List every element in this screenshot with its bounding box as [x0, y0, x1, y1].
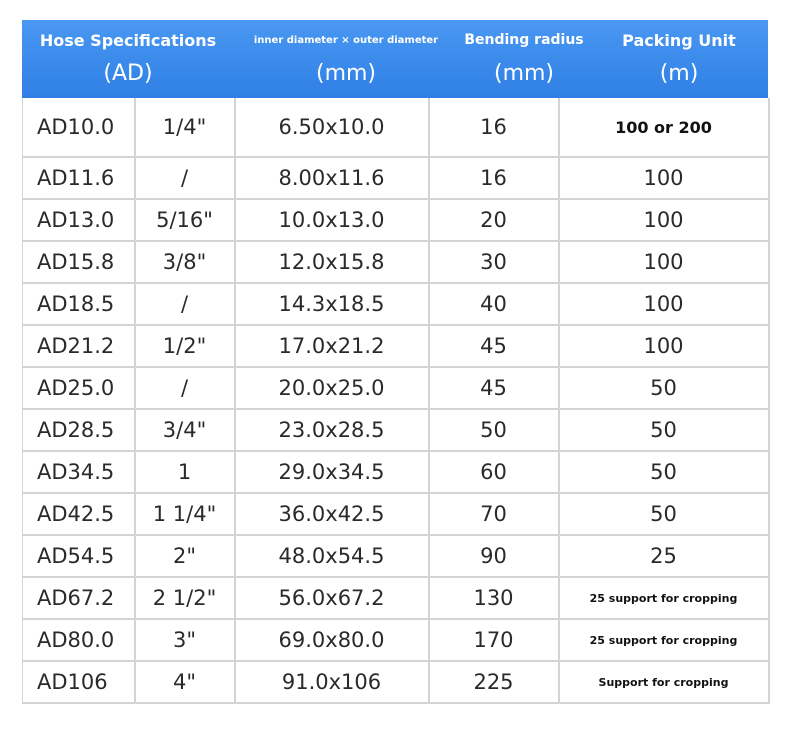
packing-cell: 25 support for cropping — [559, 619, 769, 661]
table-row — [23, 451, 769, 493]
table-row — [23, 535, 769, 577]
header-radius — [458, 20, 590, 98]
radius-cell: 60 — [429, 451, 559, 493]
diameter-cell: 91.0x106 — [235, 661, 429, 703]
model-cell: AD21.2 — [23, 325, 135, 367]
size-cell: 3/4" — [135, 409, 235, 451]
model-cell: AD11.6 — [23, 157, 135, 199]
diameter-cell: 10.0x13.0 — [235, 199, 429, 241]
header-packing-title: Packing Unit — [622, 30, 736, 50]
packing-cell: 25 — [559, 535, 769, 577]
size-cell: 1/4" — [135, 98, 235, 157]
table-row — [23, 199, 769, 241]
table-header — [22, 20, 768, 98]
packing-cell: 100 — [559, 325, 769, 367]
size-cell: 2" — [135, 535, 235, 577]
radius-cell: 170 — [429, 619, 559, 661]
size-cell: 3" — [135, 619, 235, 661]
size-cell: 4" — [135, 661, 235, 703]
diameter-cell: 17.0x21.2 — [235, 325, 429, 367]
model-cell: AD54.5 — [23, 535, 135, 577]
model-cell: AD10.0 — [23, 98, 135, 157]
model-cell: AD25.0 — [23, 367, 135, 409]
diameter-cell: 20.0x25.0 — [235, 367, 429, 409]
diameter-cell: 23.0x28.5 — [235, 409, 429, 451]
table-row — [23, 325, 769, 367]
model-cell: AD13.0 — [23, 199, 135, 241]
header-model-unit: (AD) — [103, 61, 153, 86]
radius-cell: 225 — [429, 661, 559, 703]
diameter-cell: 8.00x11.6 — [235, 157, 429, 199]
size-cell: / — [135, 283, 235, 325]
header-model — [22, 20, 234, 98]
packing-cell: 25 support for cropping — [559, 577, 769, 619]
table-row — [23, 577, 769, 619]
diameter-cell: 29.0x34.5 — [235, 451, 429, 493]
radius-cell: 16 — [429, 98, 559, 157]
spec-rows — [22, 98, 770, 704]
radius-cell: 20 — [429, 199, 559, 241]
size-cell: 1 — [135, 451, 235, 493]
diameter-cell: 36.0x42.5 — [235, 493, 429, 535]
radius-cell: 45 — [429, 325, 559, 367]
header-packing-unit: (m) — [659, 61, 699, 86]
header-packing — [590, 20, 768, 98]
packing-cell: 100 or 200 — [559, 98, 769, 157]
radius-cell: 16 — [429, 157, 559, 199]
header-model-title: Hose Specifications — [39, 30, 217, 50]
packing-cell: 50 — [559, 409, 769, 451]
radius-cell: 30 — [429, 241, 559, 283]
table-row — [23, 283, 769, 325]
table-row — [23, 157, 769, 199]
model-cell: AD15.8 — [23, 241, 135, 283]
model-cell: AD42.5 — [23, 493, 135, 535]
size-cell: 3/8" — [135, 241, 235, 283]
diameter-cell: 6.50x10.0 — [235, 98, 429, 157]
header-diameter-title: inner diameter × outer diameter — [253, 34, 439, 46]
packing-cell: 50 — [559, 493, 769, 535]
model-cell: AD80.0 — [23, 619, 135, 661]
header-radius-unit: (mm) — [493, 61, 555, 86]
diameter-cell: 48.0x54.5 — [235, 535, 429, 577]
model-cell: AD34.5 — [23, 451, 135, 493]
size-cell: / — [135, 157, 235, 199]
radius-cell: 130 — [429, 577, 559, 619]
model-cell: AD67.2 — [23, 577, 135, 619]
packing-cell: Support for cropping — [559, 661, 769, 703]
table-row — [23, 241, 769, 283]
model-cell: AD28.5 — [23, 409, 135, 451]
packing-cell: 100 — [559, 199, 769, 241]
diameter-cell: 12.0x15.8 — [235, 241, 429, 283]
model-cell: AD106 — [23, 661, 135, 703]
table-row — [23, 619, 769, 661]
diameter-cell: 14.3x18.5 — [235, 283, 429, 325]
radius-cell: 45 — [429, 367, 559, 409]
model-cell: AD18.5 — [23, 283, 135, 325]
radius-cell: 40 — [429, 283, 559, 325]
diameter-cell: 69.0x80.0 — [235, 619, 429, 661]
table-row — [23, 493, 769, 535]
table-row — [23, 661, 769, 703]
size-cell: / — [135, 367, 235, 409]
radius-cell: 70 — [429, 493, 559, 535]
header-radius-title: Bending radius — [464, 32, 584, 48]
header-diameter-unit: (mm) — [315, 61, 377, 86]
radius-cell: 90 — [429, 535, 559, 577]
hose-spec-table — [22, 20, 768, 704]
size-cell: 1/2" — [135, 325, 235, 367]
table-row — [23, 367, 769, 409]
diameter-cell: 56.0x67.2 — [235, 577, 429, 619]
radius-cell: 50 — [429, 409, 559, 451]
size-cell: 1 1/4" — [135, 493, 235, 535]
packing-cell: 100 — [559, 241, 769, 283]
header-diameter — [234, 20, 458, 98]
table-row — [23, 409, 769, 451]
packing-cell: 50 — [559, 451, 769, 493]
packing-cell: 50 — [559, 367, 769, 409]
packing-cell: 100 — [559, 283, 769, 325]
size-cell: 5/16" — [135, 199, 235, 241]
size-cell: 2 1/2" — [135, 577, 235, 619]
table-row — [23, 98, 769, 157]
packing-cell: 100 — [559, 157, 769, 199]
